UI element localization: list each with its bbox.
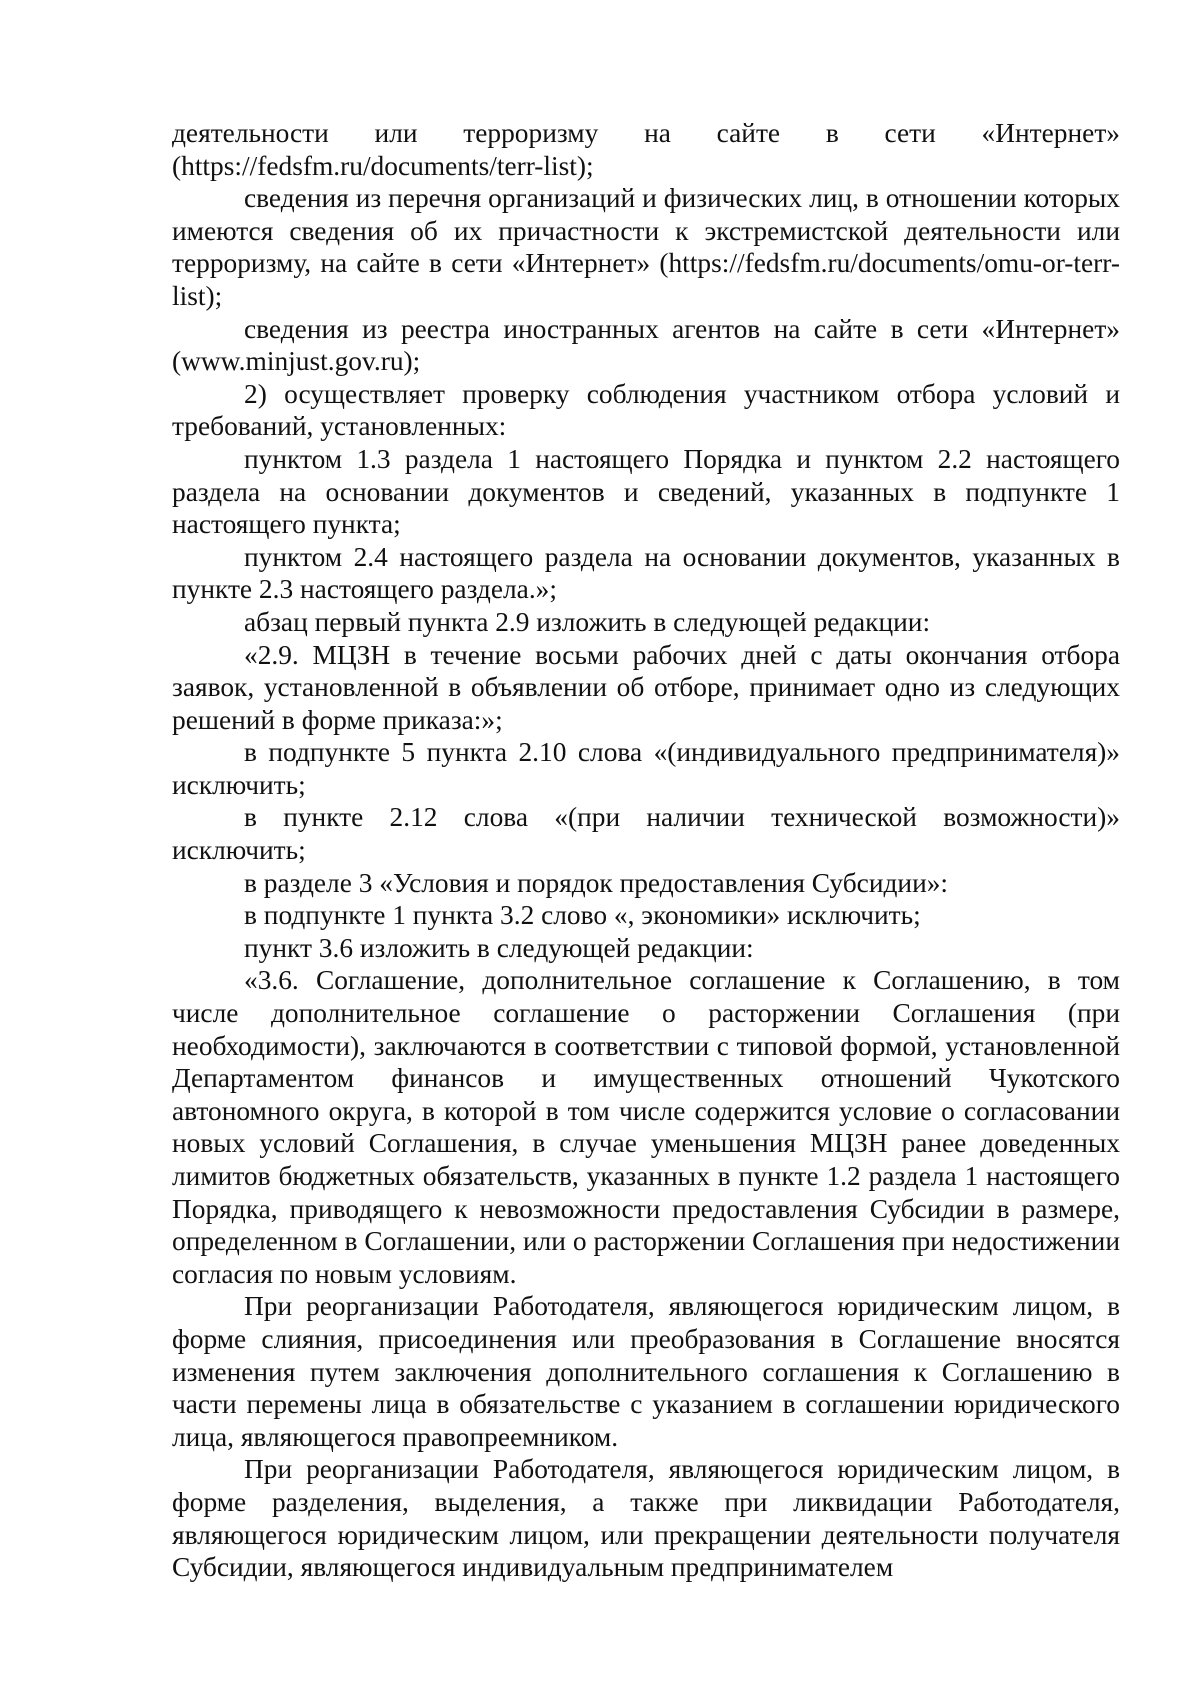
paragraph-item-2-verification: 2) осуществляет проверку соблюдения участником отбора условий и требований, установленных: bbox=[172, 378, 1120, 442]
paragraph-terrorism-list-continuation: деятельности или терроризму на сайте в сети «Интернет» (https://fedsfm.ru/documents/terr-list); bbox=[172, 118, 1120, 181]
paragraph-clause-1-3: пунктом 1.3 раздела 1 настоящего Порядка и пунктом 2.2 настоящего раздела на основании документов и сведений, указанных в подпункте 1 настоящего пункта; bbox=[172, 443, 1120, 540]
paragraph-clause-3-2: в подпункте 1 пункта 3.2 слово «, экономики» исключить; bbox=[244, 900, 921, 931]
paragraph-clause-2-9-text: «2.9. МЦЗН в течение восьми рабочих дней с даты окончания отбора заявок, установленной в объявлении об отборе, принимает одно из следующих решений в форме приказа:»; bbox=[172, 639, 1120, 735]
paragraph-foreign-agents-registry: сведения из реестра иностранных агентов на сайте в сети «Интернет» (www.minjust.gov.ru); bbox=[172, 313, 1120, 377]
paragraph-section-3-heading: в разделе 3 «Условия и порядок предоставления Субсидии»: bbox=[244, 867, 949, 898]
paragraph-amend-2-9: абзац первый пункта 2.9 изложить в следующей редакции: bbox=[244, 606, 931, 637]
paragraph-clause-2-10: в подпункте 5 пункта 2.10 слова «(индивидуального предпринимателя)» исключить; bbox=[172, 737, 1120, 800]
paragraph-reorganization-merger: При реорганизации Работодателя, являющегося юридическим лицом, в форме слияния, присоединения или преобразования в Соглашение вносятся изменения путем заключения дополнительного соглашения к Соглашению в части перемены лица в обязательстве с указанием в соглашении юридического лица, являющегося правопреемником. bbox=[172, 1291, 1120, 1452]
paragraph-clause-2-4: пунктом 2.4 настоящего раздела на основании документов, указанных в пункте 2.3 настоящего раздела.»; bbox=[172, 541, 1120, 605]
paragraph-clause-2-12: в пункте 2.12 слова «(при наличии технической возможности)» исключить; bbox=[172, 802, 1120, 866]
paragraph-reorganization-division: При реорганизации Работодателя, являющегося юридическим лицом, в форме разделения, выделения, а также при ликвидации Работодателя, являющегося юридическим лицом, или прекращении деятельности получателя Субсидии, являющегося индивидуальным предпринимателем bbox=[172, 1454, 1120, 1583]
document-body bbox=[172, 117, 1120, 1584]
paragraph-clause-3-6-text: «3.6. Соглашение, дополнительное соглашение к Соглашению, в том числе дополнительное соглашение о расторжении Соглашения (при необходимости), заключаются в соответствии с типовой формой, установленной Департаментом финансов и имущественных отношений Чукотского автономного округа, в которой в том числе содержится условие о согласовании новых условий Соглашения, в случае уменьшения МЦЗН ранее доведенных лимитов бюджетных обязательств, указанных в пункте 1.2 раздела 1 настоящего Порядка, приводящего к невозможности предоставления Субсидии в размере, определенном в Соглашении, или о расторжении Соглашения при недостижении согласия по новым условиям. bbox=[172, 965, 1120, 1289]
paragraph-amend-3-6: пункт 3.6 изложить в следующей редакции: bbox=[244, 932, 754, 963]
paragraph-omu-terror-list: сведения из перечня организаций и физических лиц, в отношении которых имеются сведения об их причастности к экстремистской деятельности или терроризму, на сайте в сети «Интернет» (https://fedsfm.ru/documents/omu-or-terr-list); bbox=[172, 183, 1120, 311]
